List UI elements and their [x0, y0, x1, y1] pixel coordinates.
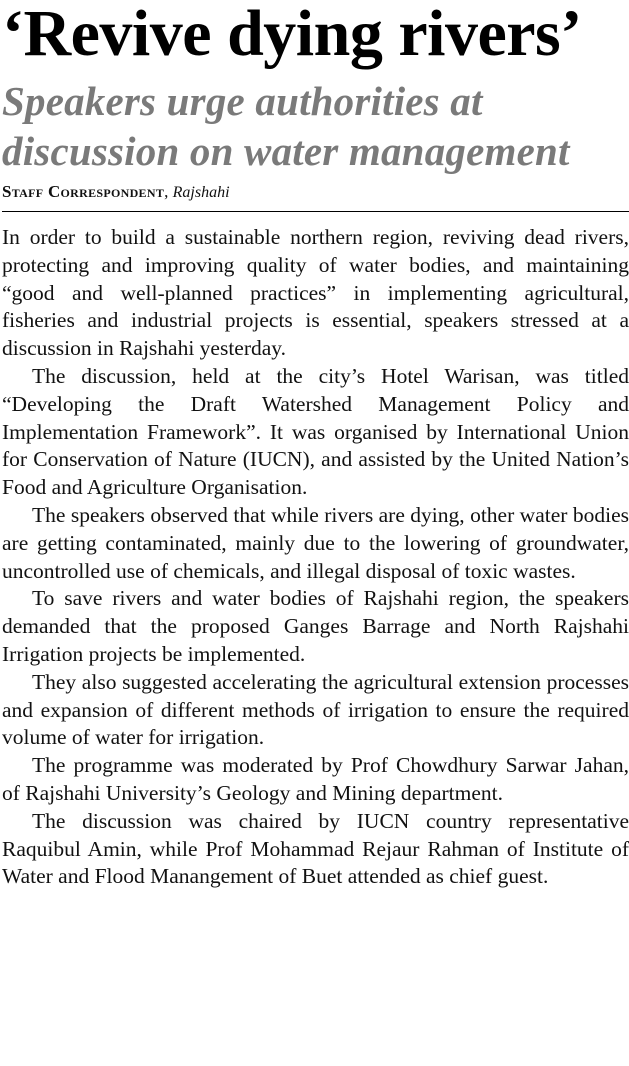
- byline: [2, 182, 629, 212]
- paragraph: In order to build a sustainable northern region, reviving dead rivers, protecting and improving quality of water bodies, and maintaining “good and well-planned practices” in implementing agricultural, fisheries and industrial projects is essential, speakers stressed at a discussion in Rajshahi yesterday.: [2, 225, 629, 361]
- subheadline-line-2: discussion on water management: [2, 128, 570, 174]
- paragraph: The programme was moderated by Prof Chowdhury Sarwar Jahan, of Rajshahi University’s Geology and Mining department.: [2, 753, 629, 805]
- byline-location: Rajshahi: [172, 184, 230, 201]
- paragraph: The discussion, held at the city’s Hotel Warisan, was titled “Developing the Draft Watershed Management Policy and Implementation Framework”. It was organised by International Union for Conservation of Nature (IUCN), and assisted by the United Nation’s Food and Agriculture Organisation.: [2, 363, 629, 500]
- paragraph: They also suggested accelerating the agricultural extension processes and expansion of different methods of irrigation to ensure the required volume of water for irrigation.: [2, 669, 629, 750]
- paragraph: To save rivers and water bodies of Rajshahi region, the speakers demanded that the proposed Ganges Barrage and North Rajshahi Irrigation projects be implemented.: [2, 586, 629, 666]
- headline: ‘Revive dying rivers’: [2, 0, 582, 70]
- article-body: [2, 224, 629, 891]
- subheadline-line-1: Speakers urge authorities at: [2, 78, 483, 124]
- paragraph: The discussion was chaired by IUCN country representative Raquibul Amin, while Prof Mohammad Rejaur Rahman of Institute of Water and Flood Manangement of Buet attended as chief guest.: [2, 808, 629, 889]
- subheadline: [2, 76, 629, 176]
- byline-author: Staff Correspondent: [2, 182, 165, 201]
- paragraph: The speakers observed that while rivers are dying, other water bodies are getting contaminated, mainly due to the lowering of groundwater, uncontrolled use of chemicals, and illegal disposal of toxic wastes.: [2, 502, 629, 583]
- byline-separator: ,: [164, 182, 173, 201]
